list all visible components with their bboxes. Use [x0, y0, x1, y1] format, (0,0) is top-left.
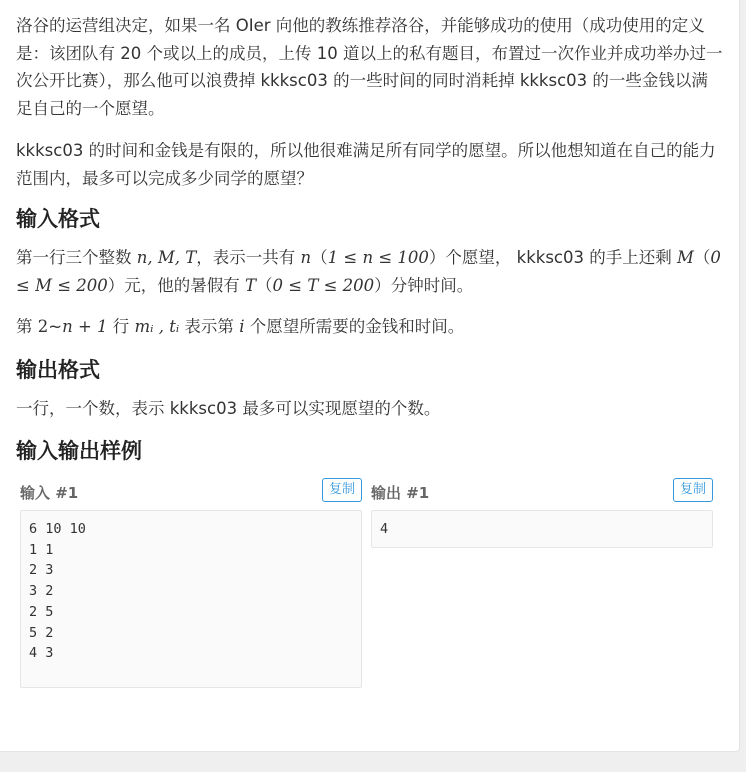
math-segment: i [239, 317, 245, 336]
sample-input-line: 3 2 [29, 583, 54, 600]
output-format-description: 一行，一个数，表示 kkksc03 最多可以实现愿望的个数。 [16, 398, 441, 418]
sample-output-column [371, 478, 713, 548]
input-format-line-2 [16, 313, 723, 341]
samples-heading: 输入输出样例 [16, 439, 142, 463]
copy-input-button[interactable]: 复制 [322, 478, 362, 502]
math-segment: 0 ≤ M ≤ 200 [16, 248, 721, 295]
input-format-line-1 [16, 244, 723, 299]
sample-input-title: 输入 #1 [20, 484, 79, 502]
text-segment: （ [311, 248, 328, 267]
text-segment: 表示第 [179, 317, 240, 336]
intro-paragraph-2: kkksc03 的时间和金钱是有限的，所以他很难满足所有同学的愿望。所以他想知道在自己的能力范围内，最多可以完成多少同学的愿望？ [16, 141, 716, 188]
math-segment: 0 ≤ T ≤ 200 [272, 275, 375, 295]
text-segment: （ [256, 275, 273, 295]
text-segment: （ [693, 248, 711, 267]
text-segment: 第一行三个整数 [16, 248, 137, 267]
sample-output-header [371, 478, 713, 506]
sample-input-line: 5 2 [29, 624, 54, 641]
text-segment: 第 [16, 317, 38, 336]
output-format-heading: 输出格式 [16, 357, 100, 382]
sample-output-box[interactable] [371, 510, 713, 548]
sample-output-title: 输出 #1 [371, 484, 430, 502]
sample-output-line: 4 [380, 521, 389, 537]
text-segment: ~ [48, 317, 63, 336]
sample-input-line: 2 3 [29, 562, 54, 579]
math-segment: n, M, T [136, 248, 197, 267]
text-segment: ，表示一共有 [196, 248, 301, 267]
text-segment: 行 [107, 317, 135, 336]
math-segment: mᵢ , tᵢ [134, 317, 180, 336]
text-segment: ）元，他的暑假有 [107, 275, 246, 295]
sample-input-line: 1 1 [29, 541, 54, 558]
copy-output-button[interactable]: 复制 [673, 478, 713, 502]
text-segment: ）分钟时间。 [374, 275, 474, 295]
text-segment: 个愿望所需要的金钱和时间。 [244, 317, 465, 336]
sample-input-box[interactable] [20, 510, 362, 688]
sample-input-column [20, 478, 362, 688]
math-segment: M [676, 248, 694, 267]
sample-input-line: 6 10 10 [29, 521, 86, 537]
sample-input-header [20, 478, 362, 506]
input-format-heading: 输入格式 [16, 207, 100, 231]
sample-input-line: 4 3 [29, 645, 54, 662]
math-segment: 1 ≤ n ≤ 100 [327, 248, 429, 267]
text-segment: ）个愿望， kkksc03 的手上还剩 [428, 248, 677, 267]
samples-section [16, 478, 723, 718]
math-segment: n + 1 [62, 317, 108, 336]
intro-paragraph-1: 洛谷的运营组决定，如果一名 OIer 向他的教练推荐洛谷，并能够成功的使用（成功使用的定义是：该团队有 20 个或以上的成员，上传 10 道以上的私有题目，布置过一次作业并成功举办过一次公开比赛），那么他可以浪费掉 kkksc03 的一些时间的同时消耗掉 kkksc03 的一些金钱以满足自己的一个愿望。 [16, 16, 723, 118]
math-segment: 2 [37, 317, 49, 336]
sample-input-line: 2 5 [29, 603, 54, 620]
math-segment: T [245, 275, 257, 295]
math-segment: n [300, 248, 312, 267]
